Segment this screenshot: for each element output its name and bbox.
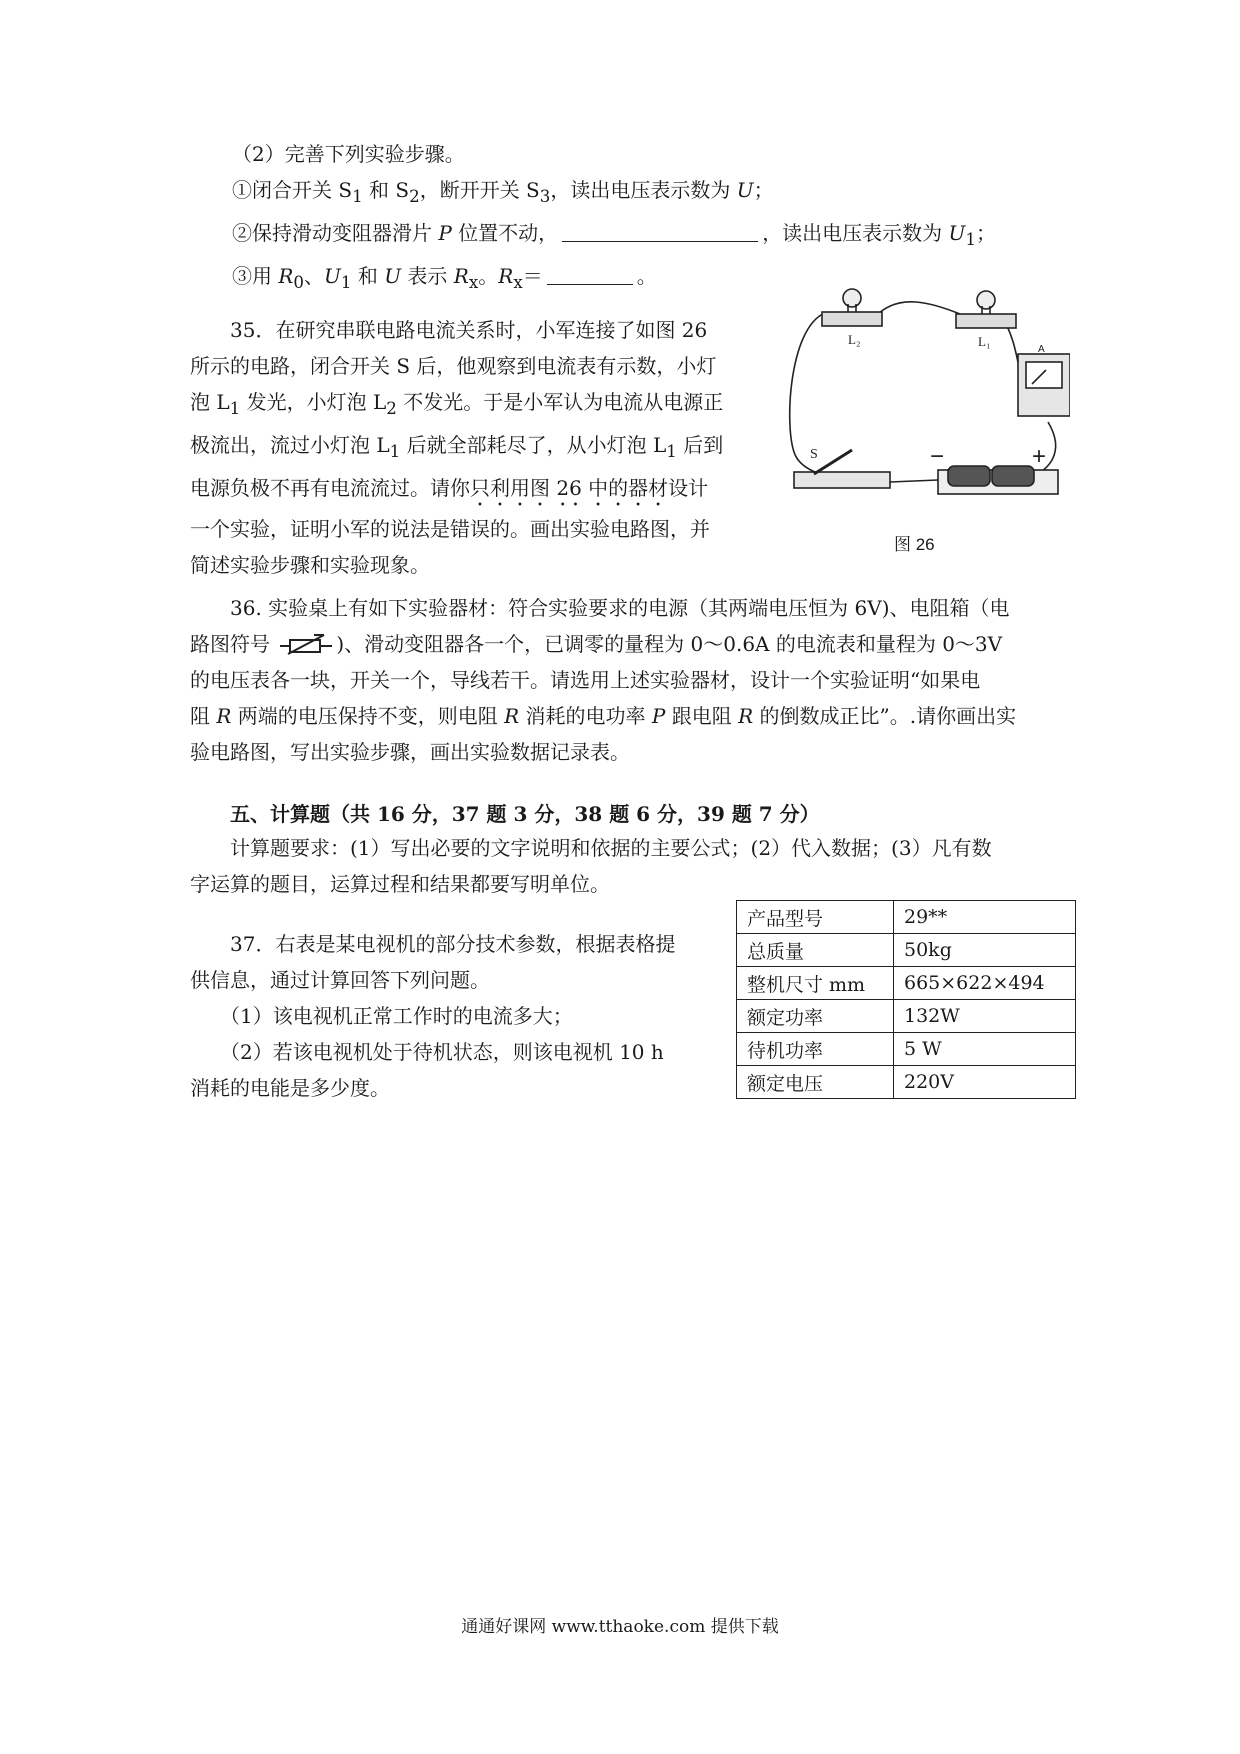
q36-line-2: 路图符号 )、滑动变阻器各一个，已调零的量程为 0～0.6A 的电流表和量程为 0～3V — [190, 632, 1003, 656]
lamp-l2-bulb — [843, 289, 861, 307]
spec-value: 665×622×494 — [894, 967, 1076, 1000]
tv-spec-table — [736, 900, 1076, 1099]
figure-26-circuit — [770, 282, 1070, 522]
answer-blank-step2[interactable] — [562, 219, 758, 242]
lamp-l2-base — [822, 312, 882, 326]
lamp-l1-base — [956, 314, 1016, 328]
q36-line-4: 阻 R 两端的电压保持不变，则电阻 R 消耗的电功率 P 跟电阻 R 的倒数成正比”。.请你画出实 — [190, 704, 1017, 728]
q35-line-4: 极流出，流过小灯泡 $L_1$ 后就全部耗尽了，从小灯泡 $L_1$ 后到 — [190, 433, 724, 461]
q36-line-1: 36. 实验桌上有如下实验器材：符合实验要求的电源（其两端电压恒为 6V)、电阻箱（电 — [230, 596, 1010, 620]
q35-line-1: 35．在研究串联电路电流关系时，小军连接了如图 26 — [230, 318, 708, 342]
battery-cell-1 — [948, 466, 990, 486]
q37-text — [190, 926, 675, 1106]
q34-step-title: （2）完善下列实验步骤。 — [232, 142, 465, 166]
label-plus: + — [1032, 443, 1047, 470]
figure-26-caption: 图 26 — [894, 535, 935, 554]
table-row — [737, 934, 1076, 967]
table-row — [737, 967, 1076, 1000]
q34-step-1: ①闭合开关 $S_1$ 和 $S_2$，断开开关 $S_3$，读出电压表示数为 U； — [232, 178, 774, 206]
section-5-heading: 五、计算题（共 16 分，37 题 3 分，38 题 6 分，39 题 7 分） — [230, 802, 820, 826]
q35-line-2: 所示的电路，闭合开关 S 后，他观察到电流表有示数，小灯 — [190, 354, 717, 378]
label-l2: L₂ — [848, 332, 861, 347]
q35-text — [190, 312, 723, 583]
spec-label: 额定功率 — [737, 1000, 894, 1033]
table-row — [737, 1033, 1076, 1066]
q37-line-5: 消耗的电能是多少度。 — [190, 1076, 390, 1100]
spec-value: 5 W — [894, 1033, 1076, 1066]
spec-label: 总质量 — [737, 934, 894, 967]
q35-line-7: 简述实验步骤和实验现象。 — [190, 553, 430, 577]
spec-value: 132W — [894, 1000, 1076, 1033]
q37-line-3: （1）该电视机正常工作时的电流多大； — [220, 1004, 573, 1028]
switch-base — [794, 472, 890, 488]
table-row — [737, 901, 1076, 934]
q34-step-2: ②保持滑动变阻器滑片 P 位置不动， ，读出电压表示数为 $U_1$； — [232, 221, 997, 249]
battery-cell-2 — [992, 466, 1034, 486]
footer: 通通好课网 www.tthaoke.com 提供下载 — [461, 1617, 779, 1637]
label-minus: − — [930, 443, 945, 470]
q35-line-5: 电源负极不再有电流流过。请你只利用图 26 中的器材设计 — [190, 476, 709, 500]
spec-value: 29** — [894, 901, 1076, 934]
section-5-requirements — [190, 830, 992, 902]
q34-steps — [232, 136, 996, 301]
wire-top — [878, 302, 960, 314]
spec-label: 整机尺寸 mm — [737, 967, 894, 1000]
wire-switch — [890, 480, 938, 482]
spec-label: 额定电压 — [737, 1066, 894, 1099]
q37-line-1: 37．右表是某电视机的部分技术参数，根据表格提 — [230, 932, 676, 956]
label-l1: L₁ — [978, 334, 991, 349]
label-a: A — [1038, 344, 1045, 355]
q35-line-6: 一个实验，证明小军的说法是错误的。画出实验电路图，并 — [190, 517, 710, 541]
q36-line-3: 的电压表各一块，开关一个，导线若干。请选用上述实验器材，设计一个实验证明“如果电 — [190, 668, 981, 692]
q34-step-3: ③用 $R_0$、$U_1$ 和 U 表示 $R_x$。$R_x=$ 。 — [232, 264, 657, 292]
table-row — [737, 1066, 1076, 1099]
q35-line-3: 泡 $L_1$ 发光，小灯泡 $L_2$ 不发光。于是小军认为电流从电源正 — [190, 390, 724, 418]
spec-value: 220V — [894, 1066, 1076, 1099]
resistor-box-symbol — [280, 633, 332, 655]
label-s: S — [810, 447, 818, 462]
table-row — [737, 1000, 1076, 1033]
spec-label: 产品型号 — [737, 901, 894, 934]
q37-line-4: （2）若该电视机处于待机状态，则该电视机 10 h — [220, 1040, 664, 1064]
requirements-line-2: 字运算的题目，运算过程和结果都要写明单位。 — [190, 872, 610, 896]
spec-label: 待机功率 — [737, 1033, 894, 1066]
q36-text — [190, 590, 1016, 770]
lamp-l1-bulb — [977, 291, 995, 309]
requirements-line-1: 计算题要求：(1）写出必要的文字说明和依据的主要公式；(2）代入数据；(3）凡有数 — [230, 836, 992, 860]
spec-value: 50kg — [894, 934, 1076, 967]
answer-blank-rx[interactable] — [547, 262, 633, 285]
q37-line-2: 供信息，通过计算回答下列问题。 — [190, 968, 490, 992]
q36-line-5: 验电路图，写出实验步骤，画出实验数据记录表。 — [190, 740, 630, 764]
